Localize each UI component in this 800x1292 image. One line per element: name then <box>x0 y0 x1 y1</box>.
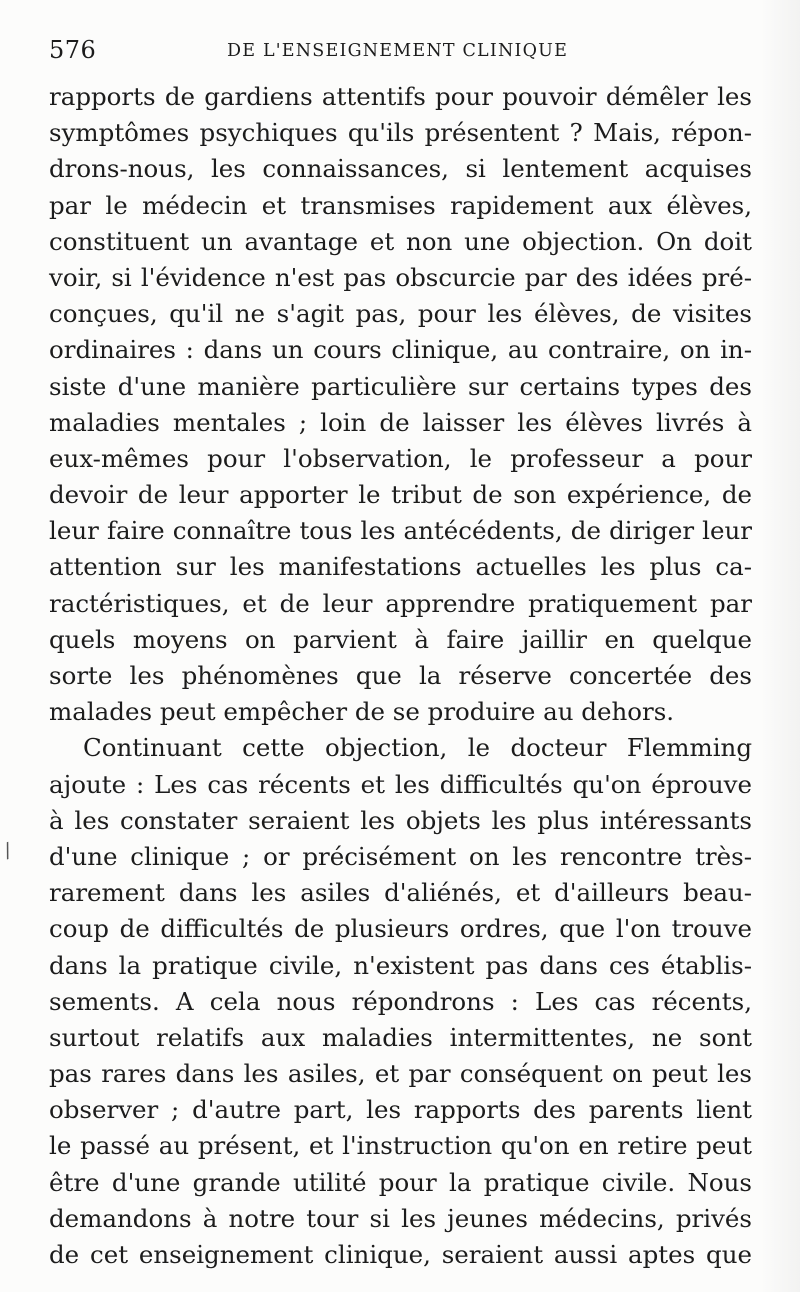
running-head <box>49 36 753 66</box>
paragraph-end-line: malades peut empêcher de se produire au dehors. <box>49 697 675 727</box>
text-line: le passé au présent, et l'instruction qu'on en retire peut <box>49 1131 752 1161</box>
text-line: demandons à notre tour si les jeunes médecins, privés <box>49 1203 752 1233</box>
text-line: sements. A cela nous répondrons : Les cas récents, <box>49 986 752 1016</box>
margin-pencil-mark: / <box>0 837 15 863</box>
text-line: pas rares dans les asiles, et par conséquent on peut les <box>49 1059 752 1089</box>
text-line: maladies mentales ; loin de laisser les élèves livrés à <box>49 407 752 437</box>
text-line: quels moyens on parvient à faire jaillir en quelque <box>49 624 752 654</box>
text-line: ajoute : Les cas récents et les difficultés qu'on éprouve <box>49 769 752 799</box>
text-line: constituent un avantage et non une objection. On doit <box>49 226 752 256</box>
page-number: 576 <box>49 36 97 64</box>
paragraph-start-line: Continuant cette objection, le docteur Flemming <box>83 733 752 763</box>
text-line: surtout relatifs aux maladies intermittentes, ne sont <box>49 1022 752 1052</box>
text-line: rarement dans les asiles d'aliénés, et d'ailleurs beau- <box>49 878 752 908</box>
text-line: conçues, qu'il ne s'agit pas, pour les élèves, de visites <box>49 299 752 329</box>
body-text <box>49 79 752 1273</box>
text-line: symptômes psychiques qu'ils présentent ? Mais, répon- <box>49 118 752 148</box>
text-line: par le médecin et transmises rapidement aux élèves, <box>49 190 752 220</box>
text-line: à les constater seraient les objets les plus intéressants <box>49 805 752 835</box>
text-line: drons-nous, les connaissances, si lentement acquises <box>49 154 752 184</box>
text-line: sorte les phénomènes que la réserve concertée des <box>49 661 752 690</box>
text-line: être d'une grande utilité pour la pratique civile. Nous <box>49 1167 752 1197</box>
text-line: eux-mêmes pour l'observation, le professeur a pour <box>49 443 752 473</box>
text-line: de cet enseignement clinique, seraient aussi aptes que <box>49 1240 752 1269</box>
text-line: coup de difficultés de plusieurs ordres, que l'on trouve <box>49 914 752 944</box>
text-line: observer ; d'autre part, les rapports des parents lient <box>49 1095 752 1125</box>
text-line: devoir de leur apporter le tribut de son expérience, de <box>49 480 752 510</box>
text-line: siste d'une manière particulière sur certains types des <box>49 371 752 401</box>
text-line: dans la pratique civile, n'existent pas dans ces établis- <box>49 950 752 980</box>
running-title: DE L'ENSEIGNEMENT CLINIQUE <box>227 41 569 61</box>
text-line: voir, si l'évidence n'est pas obscurcie par des idées pré- <box>49 262 752 292</box>
text-line: rapports de gardiens attentifs pour pouvoir démêler les <box>49 82 752 111</box>
page-edge-shadow <box>760 0 800 1292</box>
text-line: ordinaires : dans un cours clinique, au contraire, on in- <box>49 335 752 365</box>
text-line: leur faire connaître tous les antécédents, de diriger leur <box>49 516 752 546</box>
text-line: d'une clinique ; or précisément on les rencontre très- <box>49 841 752 871</box>
text-line: attention sur les manifestations actuelles les plus ca- <box>49 552 752 582</box>
text-line: ractéristiques, et de leur apprendre pratiquement par <box>49 588 752 618</box>
